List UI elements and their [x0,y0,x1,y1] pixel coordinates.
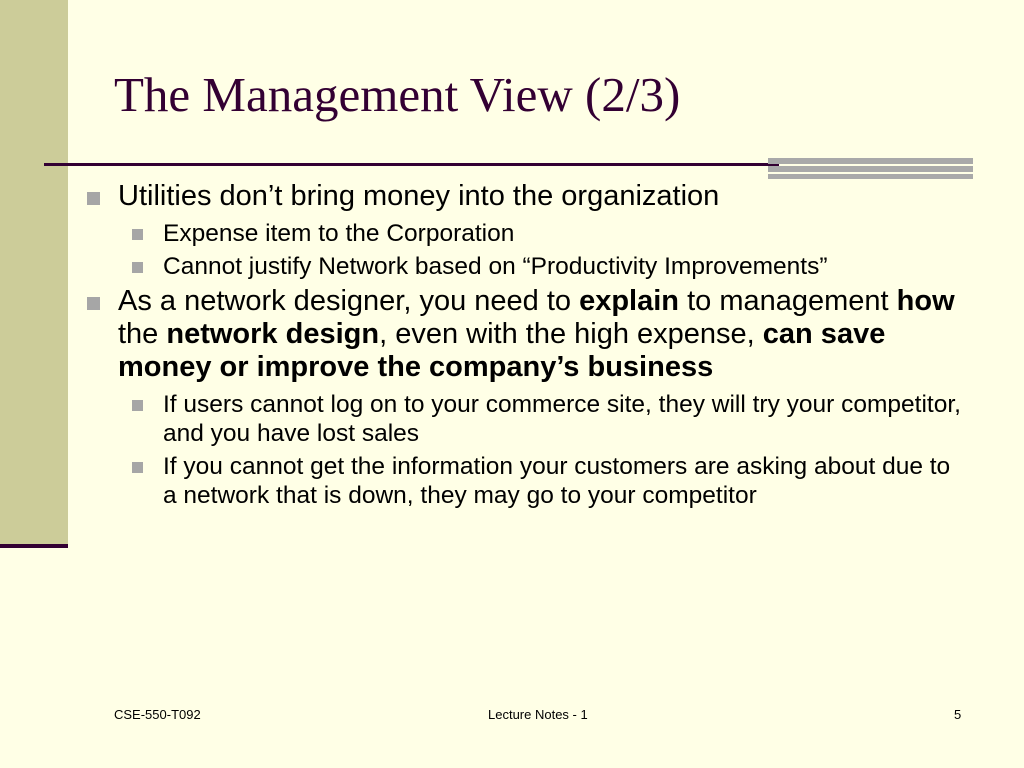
square-bullet-icon [132,400,143,411]
bullet-segment-bold: can save money or improve the company’s business [118,318,886,383]
slide-title: The Management View (2/3) [114,67,681,122]
sub-bullet-item [86,252,966,281]
bullet-segment: If you cannot get the information your customers are asking about due to a network that is down, they may go to your competitor [163,453,951,509]
bullet-segment: Expense item to the Corporation [163,220,515,247]
left-decor-rule [0,544,68,548]
bullet-segment: Cannot justify Network based on “Productivity Improvements” [163,253,828,280]
left-decor-band [0,0,68,544]
bullet-segment: to management [679,285,897,317]
sub-bullet-text [163,452,966,510]
square-bullet-icon [87,297,100,310]
sub-bullet-item [86,390,966,448]
footer-title: Lecture Notes - 1 [488,707,588,722]
slide-number: 5 [954,707,962,722]
footer-course-code: CSE-550-T092 [114,707,201,722]
square-bullet-icon [132,229,143,240]
square-bullet-icon [87,192,100,205]
bullet-item [86,180,966,213]
sub-bullet-text [163,390,966,448]
bullet-segment-bold: how [896,285,955,317]
bullet-segment: As a network designer, you need to [118,285,580,317]
bullet-segment: the [118,318,167,350]
title-underline-accent [768,158,973,179]
square-bullet-icon [132,462,143,473]
bullet-segment: , even with the high expense, [379,318,763,350]
bullet-segment: If users cannot log on to your commerce site, they will try your competitor, and you have lost sales [163,391,961,447]
bullet-item [86,285,966,384]
bullet-segment-bold: explain [579,285,680,317]
bullet-text [118,180,966,213]
square-bullet-icon [132,262,143,273]
sub-bullet-text [163,219,966,248]
bullet-text [118,285,966,384]
bullet-segment: Utilities don’t bring money into the organization [118,180,720,212]
slide-body [86,180,966,514]
sub-bullet-text [163,252,966,281]
bullet-segment-bold: network design [166,318,380,350]
sub-bullet-item [86,219,966,248]
sub-bullet-item [86,452,966,510]
title-underline [44,163,779,166]
